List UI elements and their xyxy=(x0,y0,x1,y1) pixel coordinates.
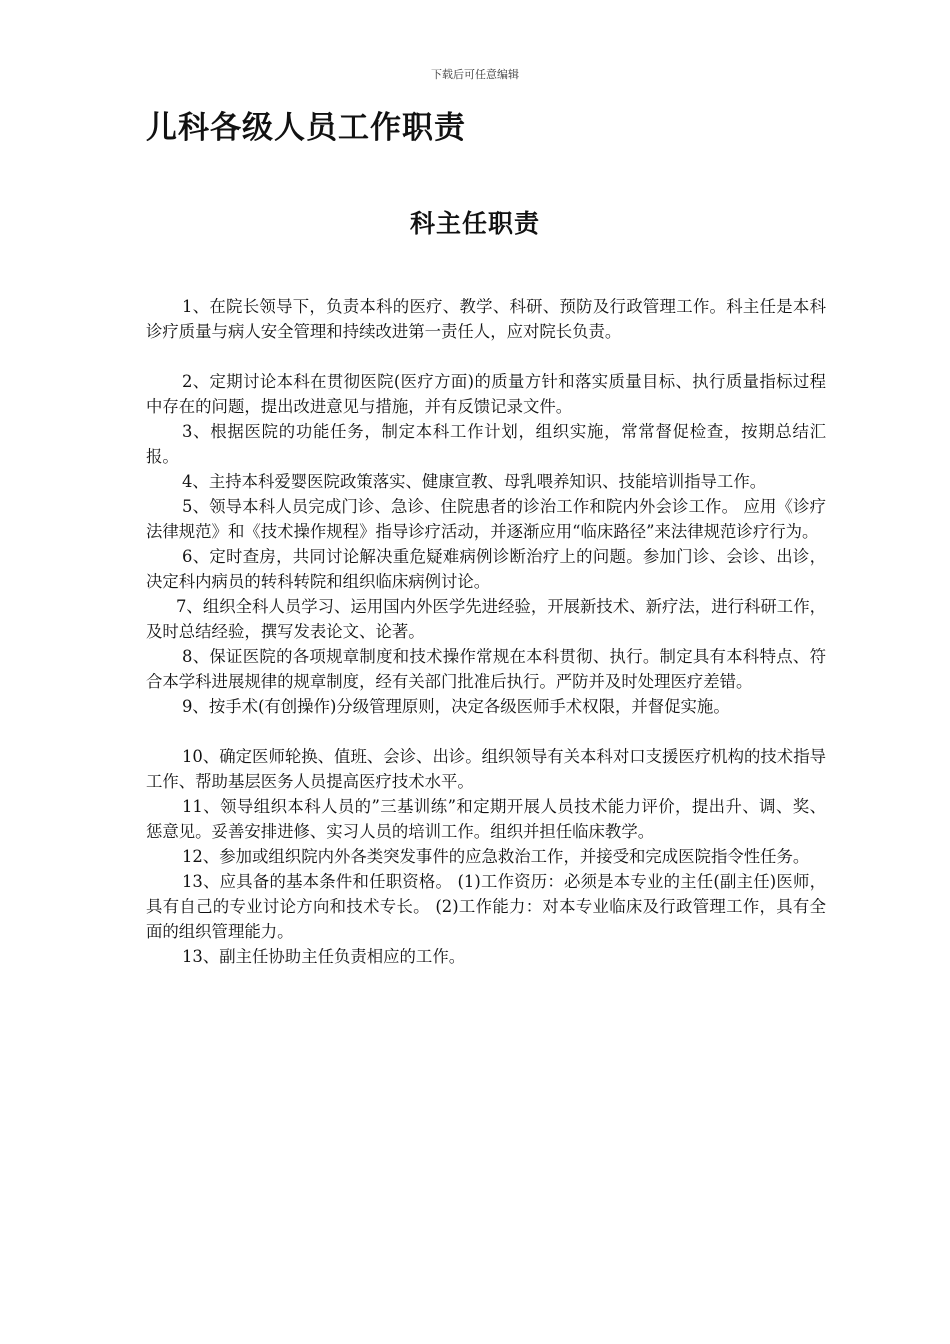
duty-paragraph-12: 12、参加或组织院内外各类突发事件的应急救治工作，并接受和完成医院指令性任务。 xyxy=(182,847,810,866)
duty-paragraph-10: 10、确定医师轮换、值班、会诊、出诊。组织领导有关本科对口支援医疗机构的技术指导工作、帮助基层医务人员提高医疗技术水平。 xyxy=(146,747,826,791)
duty-paragraph-2: 2、定期讨论本科在贯彻医院(医疗方面)的质量方针和落实质量目标、执行质量指标过程中存在的问题，提出改进意见与措施，并有反馈记录文件。 xyxy=(146,372,826,416)
section-title: 科主任职责 xyxy=(409,209,540,238)
duty-paragraph-3: 3、根据医院的功能任务，制定本科工作计划，组织实施，常常督促检查，按期总结汇报。 xyxy=(146,422,826,466)
duty-paragraph-9: 9、按手术(有创操作)分级管理原则，决定各级医师手术权限，并督促实施。 xyxy=(182,697,730,716)
document-title: 儿科各级人员工作职责 xyxy=(146,110,466,146)
duty-paragraph-7: 7、组织全科人员学习、运用国内外医学先进经验，开展新技术、新疗法，进行科研工作，及时总结经验，撰写发表论文、论著。 xyxy=(146,597,826,641)
duty-paragraph-13: 13、应具备的基本条件和任职资格。 (1)工作资历：必须是本专业的主任(副主任)医师，具有自己的专业讨论方向和技术专长。 (2)工作能力：对本专业临床及行政管理工作，具有全面的组织管理能力。 xyxy=(146,872,826,941)
duty-paragraph-11: 11、领导组织本科人员的”三基训练”和定期开展人员技术能力评价，提出升、调、奖、惩意见。妥善安排进修、实习人员的培训工作。组织并担任临床教学。 xyxy=(146,797,826,841)
header-note: 下载后可任意编辑 xyxy=(431,68,519,81)
duty-list xyxy=(146,294,826,969)
duty-paragraph-8: 8、保证医院的各项规章制度和技术操作常规在本科贯彻、执行。制定具有本科特点、符合本学科进展规律的规章制度，经有关部门批准后执行。严防并及时处理医疗差错。 xyxy=(146,647,826,691)
duty-paragraph-14: 13、副主任协助主任负责相应的工作。 xyxy=(182,947,466,966)
duty-paragraph-5: 5、领导本科人员完成门诊、急诊、住院患者的诊治工作和院内外会诊工作。 应用《诊疗法律规范》和《技术操作规程》指导诊疗活动，并逐渐应用“临床路径”来法律规范诊疗行为。 xyxy=(146,497,826,541)
duty-paragraph-1: 1、在院长领导下，负责本科的医疗、教学、科研、预防及行政管理工作。科主任是本科诊疗质量与病人安全管理和持续改进第一责任人，应对院长负责。 xyxy=(146,297,826,341)
duty-paragraph-4: 4、主持本科爱婴医院政策落实、健康宣教、母乳喂养知识、技能培训指导工作。 xyxy=(182,472,767,491)
duty-paragraph-6: 6、定时查房，共同讨论解决重危疑难病例诊断治疗上的问题。参加门诊、会诊、出诊，决定科内病员的转科转院和组织临床病例讨论。 xyxy=(146,547,826,591)
